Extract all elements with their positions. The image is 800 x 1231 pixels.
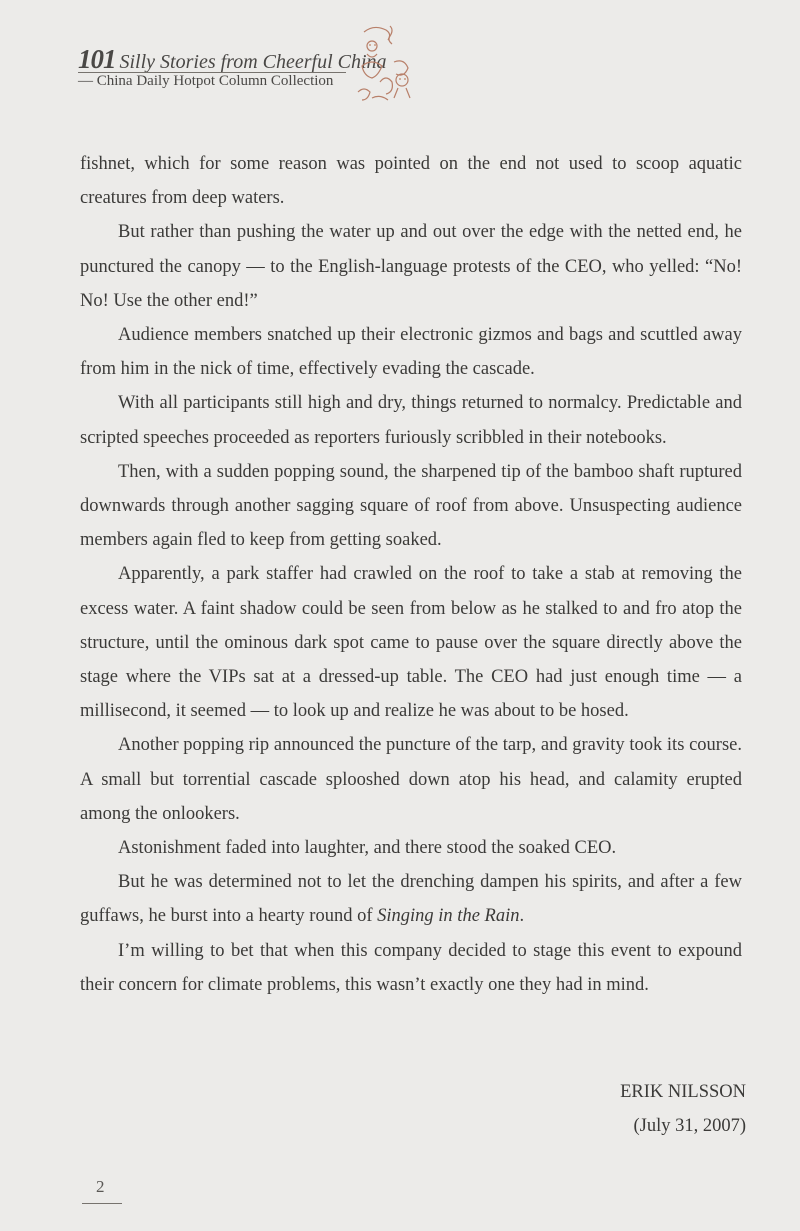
signature xyxy=(620,1075,746,1143)
italic-title: Singing in the Rain xyxy=(377,906,520,927)
paragraph-text: With all participants still high and dry, things returned to normalcy. Predictable and scripted speeches proceeded as reporters furiously scribbled in their notebooks. xyxy=(80,393,742,448)
cartoon-illustration-icon xyxy=(350,22,422,106)
body-paragraph xyxy=(80,147,742,215)
paragraph-text: But he was determined not to let the drenching dampen his spirits, and after a few guffaws, he burst into a hearty round of xyxy=(80,872,742,927)
page-number: 2 xyxy=(96,1177,105,1196)
paragraph-text: But rather than pushing the water up and out over the edge with the netted end, he punctured the canopy — to the English-language protests of the CEO, who yelled: “No! No! Use the other end!” xyxy=(80,222,742,311)
author-name: ERIK NILSSON xyxy=(620,1082,746,1102)
running-header xyxy=(78,44,438,114)
body-paragraph xyxy=(80,865,742,933)
paragraph-text: fishnet, which for some reason was pointed on the end not used to scoop aquatic creatures from deep waters. xyxy=(80,154,742,209)
body-text xyxy=(80,147,742,1002)
book-title-text: Silly Stories from Cheerful China xyxy=(119,51,387,73)
book-title xyxy=(78,44,387,75)
body-paragraph xyxy=(80,934,742,1002)
body-paragraph xyxy=(80,557,742,728)
body-paragraph xyxy=(80,455,742,558)
publication-date: (July 31, 2007) xyxy=(633,1116,746,1136)
paragraph-text: Apparently, a park staffer had crawled on the roof to take a stab at removing the excess water. A faint shadow could be seen from below as he stalked to and fro atop the structure, until the ominous dark spot came to pause over the square directly above the stage where the VIPs sat at a dressed-up table. The CEO had just enough time — a millisecond, it seemed — to look up and realize he was about to be hosed. xyxy=(80,564,742,722)
paragraph-text: I’m willing to bet that when this company decided to stage this event to expound their concern for climate problems, this wasn’t exactly one they had in mind. xyxy=(80,940,742,995)
body-paragraph xyxy=(80,831,742,865)
book-subtitle: — China Daily Hotpot Column Collection xyxy=(78,73,334,89)
paragraph-text: . xyxy=(519,906,525,927)
book-number: 101 xyxy=(78,44,116,74)
body-paragraph xyxy=(80,318,742,386)
body-paragraph xyxy=(80,728,742,831)
paragraph-text: Another popping rip announced the puncture of the tarp, and gravity took its course. A small but torrential cascade splooshed down atop his head, and calamity erupted among the onlookers. xyxy=(80,735,742,824)
body-paragraph xyxy=(80,386,742,454)
page-number-rule xyxy=(82,1203,122,1204)
paragraph-text: Astonishment faded into laughter, and there stood the soaked CEO. xyxy=(118,838,617,859)
paragraph-text: Then, with a sudden popping sound, the sharpened tip of the bamboo shaft ruptured downwards through another sagging square of roof from above. Unsuspecting audience members again fled to keep from getting soaked. xyxy=(80,461,742,551)
paragraph-text: Audience members snatched up their electronic gizmos and bags and scuttled away from him in the nick of time, effectively evading the cascade. xyxy=(80,325,742,380)
body-paragraph xyxy=(80,215,742,318)
